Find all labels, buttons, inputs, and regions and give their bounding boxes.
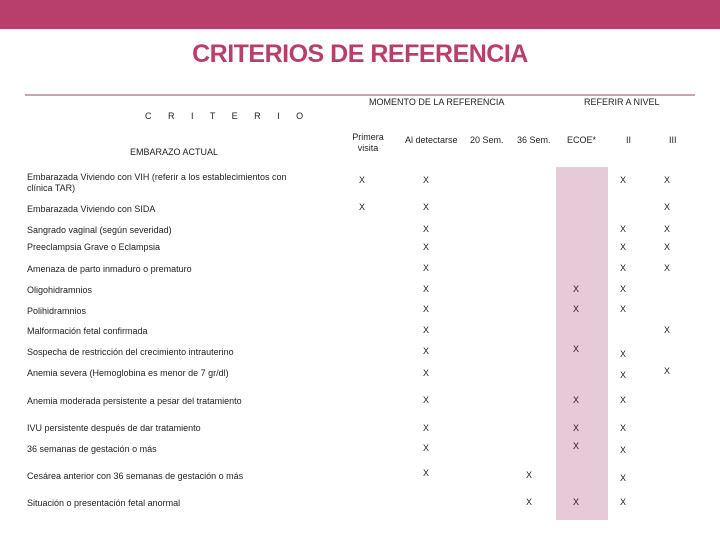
mark-primera: X <box>358 175 365 185</box>
mark-detectarse: X <box>422 263 429 273</box>
criterion-label-line1: Polihidramnios <box>27 306 87 316</box>
criterion-label <box>27 204 155 215</box>
criterion-label-line1: Sospecha de restricción del crecimiento intrauterino <box>27 347 234 357</box>
mark-nivel3: X <box>663 242 670 252</box>
mark-detectarse: X <box>422 284 429 294</box>
header-primera-line1: Primera <box>352 132 384 142</box>
header-primera-visita <box>345 132 391 154</box>
header-criterio: C R I T E R I O <box>145 111 311 121</box>
mark-detectarse: X <box>422 175 429 185</box>
criterion-label-line2: clínica TAR) <box>27 183 76 193</box>
criterion-label <box>27 444 157 455</box>
header-nivel-iii: III <box>669 135 677 145</box>
mark-nivel2: X <box>619 395 626 405</box>
mark-ecoe: X <box>572 497 579 507</box>
header-36sem: 36 Sem. <box>517 135 551 145</box>
criterion-label-line1: Cesárea anterior con 36 semanas de gestación o más <box>27 471 244 481</box>
top-accent-bar <box>0 0 720 29</box>
mark-detectarse: X <box>422 423 429 433</box>
mark-detectarse: X <box>422 304 429 314</box>
mark-ecoe: X <box>572 441 579 451</box>
criterion-label <box>27 347 234 358</box>
criterion-label <box>27 498 180 509</box>
mark-nivel3: X <box>663 224 670 234</box>
mark-nivel2: X <box>619 242 626 252</box>
ecoe-column-highlight <box>556 167 608 520</box>
header-detectarse: Al detectarse <box>405 135 458 145</box>
mark-nivel2: X <box>619 175 626 185</box>
header-primera-line2: visita <box>357 143 379 153</box>
criterion-label <box>27 172 286 194</box>
mark-nivel3: X <box>663 263 670 273</box>
header-20sem: 20 Sem. <box>470 135 504 145</box>
header-divider <box>25 94 695 96</box>
mark-nivel2: X <box>619 349 626 359</box>
criterion-label-line1: Malformación fetal confirmada <box>27 326 148 336</box>
mark-nivel3: X <box>663 325 670 335</box>
criterion-label-line1: Embarazada Viviendo con VIH (referir a los establecimientos con <box>27 172 287 182</box>
criterion-label <box>27 264 192 275</box>
criterion-label <box>27 326 148 337</box>
criterion-label <box>27 396 242 407</box>
mark-ecoe: X <box>572 284 579 294</box>
mark-nivel2: X <box>619 224 626 234</box>
header-nivel-ii: II <box>626 135 632 145</box>
mark-nivel2: X <box>619 423 626 433</box>
criterion-label <box>27 306 86 317</box>
mark-sem36: X <box>525 497 532 507</box>
mark-detectarse: X <box>422 368 429 378</box>
header-embarazo-actual: EMBARAZO ACTUAL <box>130 147 219 157</box>
mark-nivel2: X <box>619 370 626 380</box>
mark-detectarse: X <box>422 325 429 335</box>
mark-detectarse: X <box>422 443 429 453</box>
header-referir: REFERIR A NIVEL <box>584 97 660 107</box>
criterion-label <box>27 225 172 236</box>
criterion-label-line1: Situación o presentación fetal anormal <box>27 498 181 508</box>
criterion-label-line1: Sangrado vaginal (según severidad) <box>27 225 172 235</box>
mark-nivel2: X <box>619 284 626 294</box>
criterion-label-line1: Oligohidramnios <box>27 285 93 295</box>
mark-ecoe: X <box>572 344 579 354</box>
mark-detectarse: X <box>422 395 429 405</box>
criterion-label-line1: 36 semanas de gestación o más <box>27 444 157 454</box>
mark-nivel3: X <box>663 202 670 212</box>
criterion-label <box>27 368 229 379</box>
mark-detectarse: X <box>422 224 429 234</box>
criterion-label-line1: IVU persistente después de dar tratamiento <box>27 423 201 433</box>
mark-sem36: X <box>525 470 532 480</box>
mark-nivel2: X <box>619 473 626 483</box>
mark-nivel2: X <box>619 263 626 273</box>
criterion-label-line1: Anemia moderada persistente a pesar del tratamiento <box>27 396 242 406</box>
mark-detectarse: X <box>422 202 429 212</box>
mark-nivel2: X <box>619 445 626 455</box>
mark-detectarse: X <box>422 346 429 356</box>
mark-nivel2: X <box>619 304 626 314</box>
criterion-label-line1: Preeclampsia Grave o Eclampsia <box>27 242 161 252</box>
mark-primera: X <box>358 202 365 212</box>
criterion-label <box>27 242 160 253</box>
criterion-label <box>27 423 201 434</box>
criterion-label <box>27 471 243 482</box>
page-title: CRITERIOS DE REFERENCIA <box>192 40 528 68</box>
mark-ecoe: X <box>572 395 579 405</box>
mark-ecoe: X <box>572 304 579 314</box>
criterion-label-line1: Embarazada Viviendo con SIDA <box>27 204 156 214</box>
mark-detectarse: X <box>422 242 429 252</box>
mark-nivel3: X <box>663 175 670 185</box>
mark-nivel3: X <box>663 366 670 376</box>
mark-nivel2: X <box>619 497 626 507</box>
criterion-label <box>27 285 92 296</box>
header-momento: MOMENTO DE LA REFERENCIA <box>369 97 505 107</box>
criterion-label-line1: Amenaza de parto inmaduro o prematuro <box>27 264 192 274</box>
mark-detectarse: X <box>422 468 429 478</box>
criterion-label-line1: Anemia severa (Hemoglobina es menor de 7 gr/dl) <box>27 368 229 378</box>
header-ecoe: ECOE* <box>567 135 597 145</box>
mark-ecoe: X <box>572 423 579 433</box>
